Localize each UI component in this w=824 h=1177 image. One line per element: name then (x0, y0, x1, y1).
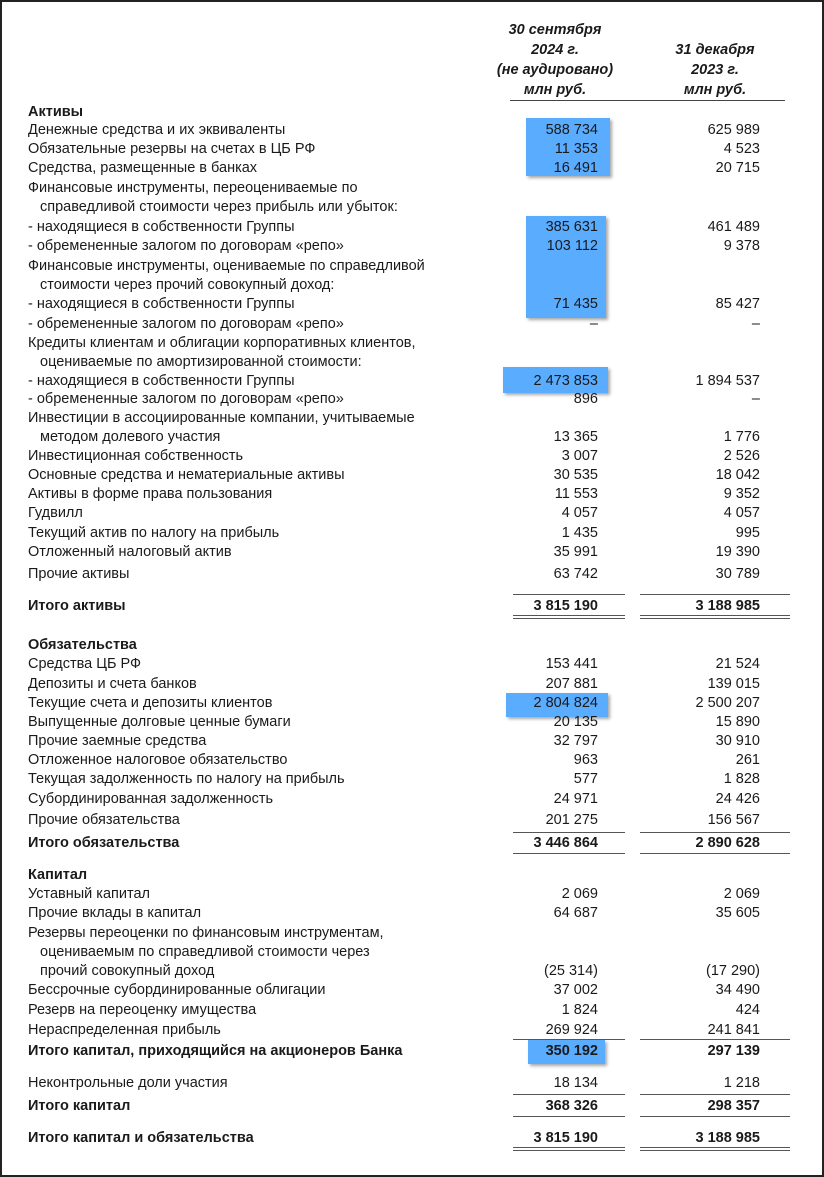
table-row (0, 962, 824, 981)
value-2024: 32 797 (553, 732, 598, 749)
table-row (0, 732, 824, 751)
table-row (0, 770, 824, 789)
value-2024: 207 881 (545, 675, 598, 692)
value-2024: (25 314) (543, 962, 598, 979)
table-row (0, 1001, 824, 1020)
value-2024: 4 057 (561, 504, 598, 521)
row-label: Нераспределенная прибыль (28, 1021, 221, 1038)
value-2023: 4 057 (723, 504, 760, 521)
value-2023: 625 989 (707, 121, 760, 138)
value-2024: 577 (573, 770, 598, 787)
table-row (0, 524, 824, 543)
row-label: Прочие обязательства (28, 811, 180, 828)
row-label: - находящиеся в собственности Группы (28, 218, 295, 235)
row-label: Итого капитал (28, 1097, 131, 1114)
value-2024: 103 112 (546, 237, 598, 254)
table-row (0, 981, 824, 1000)
row-label: методом долевого участия (40, 428, 221, 445)
table-row (0, 121, 824, 140)
value-2024: 269 924 (545, 1021, 598, 1038)
value-2023: 24 426 (715, 790, 760, 807)
row-label: Денежные средства и их эквиваленты (28, 121, 286, 138)
value-2024: 13 365 (553, 428, 598, 445)
table-row (0, 257, 824, 276)
header-line: 2024 г. (531, 42, 579, 58)
value-2024: 1 824 (561, 1001, 598, 1018)
value-2023: 139 015 (707, 675, 760, 692)
header-line: 2023 г. (691, 62, 739, 78)
table-row (0, 179, 824, 198)
value-2023: 995 (735, 524, 760, 541)
row-label: Отложенное налоговое обязательство (28, 751, 288, 768)
value-2023: – (751, 315, 760, 332)
value-2024: 350 192 (545, 1042, 598, 1059)
value-2024: 11 553 (554, 485, 598, 502)
total-row (0, 1129, 824, 1148)
header-divider (510, 100, 785, 101)
table-row (0, 485, 824, 504)
row-label: Активы (28, 103, 84, 120)
row-label: Текущий актив по налогу на прибыль (28, 524, 280, 541)
value-2024: 3 007 (561, 447, 598, 464)
row-label: Инвестиции в ассоциированные компании, учитываемые (28, 409, 415, 426)
value-2023: 9 352 (723, 485, 760, 502)
row-label: Уставный капитал (28, 885, 150, 902)
sum-rule (513, 1094, 625, 1095)
value-2023: 2 890 628 (695, 834, 760, 851)
value-2024: 1 435 (561, 524, 598, 541)
row-label: Отложенный налоговый актив (28, 543, 232, 560)
value-2023: 9 378 (723, 237, 760, 254)
value-2023: 2 500 207 (695, 694, 760, 711)
row-label: Прочие вклады в капитал (28, 904, 202, 921)
table-row (0, 159, 824, 178)
total-row (0, 834, 824, 853)
value-2023: 18 042 (715, 466, 760, 483)
value-2023: 461 489 (707, 218, 760, 235)
row-label: Итого обязательства (28, 834, 180, 851)
table-row (0, 372, 824, 391)
table-row (0, 198, 824, 217)
table-row (0, 409, 824, 428)
value-2024: 24 971 (553, 790, 598, 807)
row-label: Средства, размещенные в банках (28, 159, 258, 176)
double-rule (513, 615, 625, 619)
sum-rule (513, 832, 625, 833)
value-2023: 298 357 (707, 1097, 760, 1114)
header-line: 30 сентября (508, 22, 602, 38)
value-2023: 156 567 (707, 811, 760, 828)
table-row (0, 334, 824, 353)
table-row (0, 713, 824, 732)
row-label: - находящиеся в собственности Группы (28, 372, 295, 389)
row-label: Итого капитал и обязательства (28, 1129, 254, 1146)
value-2024: 588 734 (545, 121, 598, 138)
row-label: Выпущенные долговые ценные бумаги (28, 713, 291, 730)
value-2023: 2 069 (723, 885, 760, 902)
row-label: Капитал (28, 866, 88, 883)
value-2024: 153 441 (545, 655, 598, 672)
value-2024: 63 742 (553, 565, 598, 582)
value-2024: 896 (573, 390, 598, 407)
row-label: Итого активы (28, 597, 126, 614)
table-row (0, 543, 824, 562)
value-2023: 21 524 (715, 655, 760, 672)
row-label: Резервы переоценки по финансовым инструментам, (28, 924, 384, 941)
table-row (0, 1021, 824, 1040)
value-2023: 241 841 (707, 1021, 760, 1038)
table-row (0, 447, 824, 466)
row-label: Активы в форме права пользования (28, 485, 273, 502)
sum-rule (640, 853, 790, 854)
table-row (0, 504, 824, 523)
section-heading (0, 866, 824, 885)
value-2023: 85 427 (715, 295, 760, 312)
row-label: - обремененные залогом по договорам «репо» (28, 390, 344, 407)
value-2024: 201 275 (545, 811, 598, 828)
table-row (0, 237, 824, 256)
value-2024: 18 134 (553, 1074, 598, 1091)
row-label: Неконтрольные доли участия (28, 1074, 228, 1091)
value-2024: 3 446 864 (533, 834, 598, 851)
row-label: Субординированная задолженность (28, 790, 274, 807)
total-row (0, 1097, 824, 1116)
value-2024: 368 326 (545, 1097, 598, 1114)
table-row (0, 904, 824, 923)
table-row (0, 315, 824, 334)
sum-rule (640, 1039, 790, 1040)
row-label: Прочие заемные средства (28, 732, 207, 749)
table-row (0, 466, 824, 485)
sum-rule (640, 1116, 790, 1117)
row-label: Бессрочные субординированные облигации (28, 981, 326, 998)
row-label: стоимости через прочий совокупный доход: (40, 276, 335, 293)
table-row (0, 655, 824, 674)
row-label: Инвестиционная собственность (28, 447, 244, 464)
column-header-2023 (635, 40, 795, 100)
value-2023: 34 490 (715, 981, 760, 998)
value-2023: (17 290) (705, 962, 760, 979)
column-header-2024 (460, 20, 650, 100)
row-label: прочий совокупный доход (40, 962, 215, 979)
value-2023: 30 789 (715, 565, 760, 582)
sum-rule (513, 1116, 625, 1117)
total-row (0, 597, 824, 616)
value-2023: 1 828 (723, 770, 760, 787)
sum-rule (513, 853, 625, 854)
row-label: Резерв на переоценку имущества (28, 1001, 257, 1018)
row-label: Прочие активы (28, 565, 130, 582)
table-row (0, 924, 824, 943)
row-label: - обремененные залогом по договорам «репо» (28, 237, 344, 254)
header-line: (не аудировано) (496, 62, 614, 78)
row-label: оцениваемым по справедливой стоимости через (40, 943, 370, 960)
value-2023: 3 188 985 (695, 597, 760, 614)
row-label: Финансовые инструменты, оцениваемые по справедливой (28, 257, 425, 274)
table-row (0, 353, 824, 372)
value-2024: 2 804 824 (533, 694, 598, 711)
row-label: Итого капитал, приходящийся на акционеров Банка (28, 1042, 403, 1059)
table-row (0, 751, 824, 770)
row-label: Обязательные резервы на счетах в ЦБ РФ (28, 140, 316, 157)
table-row (0, 140, 824, 159)
table-row (0, 428, 824, 447)
row-label: Кредиты клиентам и облигации корпоративных клиентов, (28, 334, 416, 351)
value-2024: 20 135 (553, 713, 598, 730)
value-2024: 71 435 (553, 295, 598, 312)
value-2024: 385 631 (545, 218, 598, 235)
value-2024: 2 069 (561, 885, 598, 902)
double-rule (640, 1147, 790, 1151)
sum-rule (640, 1094, 790, 1095)
row-label: - обремененные залогом по договорам «репо» (28, 315, 344, 332)
row-label: Депозиты и счета банков (28, 675, 197, 692)
table-row (0, 1074, 824, 1093)
row-label: Средства ЦБ РФ (28, 655, 142, 672)
table-row (0, 390, 824, 409)
value-2023: 1 218 (723, 1074, 760, 1091)
row-label: - находящиеся в собственности Группы (28, 295, 295, 312)
value-2023: 1 894 537 (695, 372, 760, 389)
header-line: млн руб. (683, 82, 747, 98)
row-label: справедливой стоимости через прибыль или убыток: (40, 198, 398, 215)
row-label: Финансовые инструменты, переоцениваемые по (28, 179, 358, 196)
value-2024: 2 473 853 (533, 372, 598, 389)
value-2024: 30 535 (553, 466, 598, 483)
sum-rule (640, 832, 790, 833)
value-2024: 64 687 (553, 904, 598, 921)
row-label: Основные средства и нематериальные активы (28, 466, 345, 483)
table-row (0, 790, 824, 809)
table-row (0, 694, 824, 713)
table-row (0, 943, 824, 962)
row-label: Обязательства (28, 636, 137, 653)
sum-rule (640, 594, 790, 595)
row-label: Текущая задолженность по налогу на прибыль (28, 770, 345, 787)
value-2023: 424 (735, 1001, 760, 1018)
row-label: Гудвилл (28, 504, 83, 521)
value-2024: 3 815 190 (533, 597, 598, 614)
sum-rule (513, 1039, 625, 1040)
value-2023: 261 (735, 751, 760, 768)
header-line: млн руб. (523, 82, 587, 98)
value-2023: 15 890 (715, 713, 760, 730)
value-2023: – (751, 390, 760, 407)
sum-rule (513, 594, 625, 595)
section-heading (0, 103, 824, 122)
total-row (0, 1042, 824, 1061)
value-2023: 19 390 (715, 543, 760, 560)
value-2024: 11 353 (554, 140, 598, 157)
double-rule (640, 615, 790, 619)
row-label: оцениваемые по амортизированной стоимости: (40, 353, 362, 370)
value-2023: 35 605 (715, 904, 760, 921)
table-row (0, 276, 824, 295)
value-2024: 16 491 (553, 159, 598, 176)
value-2024: 3 815 190 (533, 1129, 598, 1146)
value-2024: – (589, 315, 598, 332)
table-row (0, 675, 824, 694)
table-row (0, 218, 824, 237)
header-line: 31 декабря (675, 42, 755, 58)
value-2023: 20 715 (715, 159, 760, 176)
value-2023: 3 188 985 (695, 1129, 760, 1146)
section-heading (0, 636, 824, 655)
row-label: Текущие счета и депозиты клиентов (28, 694, 273, 711)
table-row (0, 565, 824, 584)
value-2023: 2 526 (723, 447, 760, 464)
value-2023: 30 910 (715, 732, 760, 749)
value-2023: 1 776 (723, 428, 760, 445)
table-row (0, 811, 824, 830)
value-2024: 963 (573, 751, 598, 768)
value-2024: 37 002 (553, 981, 598, 998)
table-row (0, 295, 824, 314)
value-2023: 297 139 (707, 1042, 760, 1059)
value-2024: 35 991 (553, 543, 598, 560)
table-row (0, 885, 824, 904)
double-rule (513, 1147, 625, 1151)
value-2023: 4 523 (723, 140, 760, 157)
